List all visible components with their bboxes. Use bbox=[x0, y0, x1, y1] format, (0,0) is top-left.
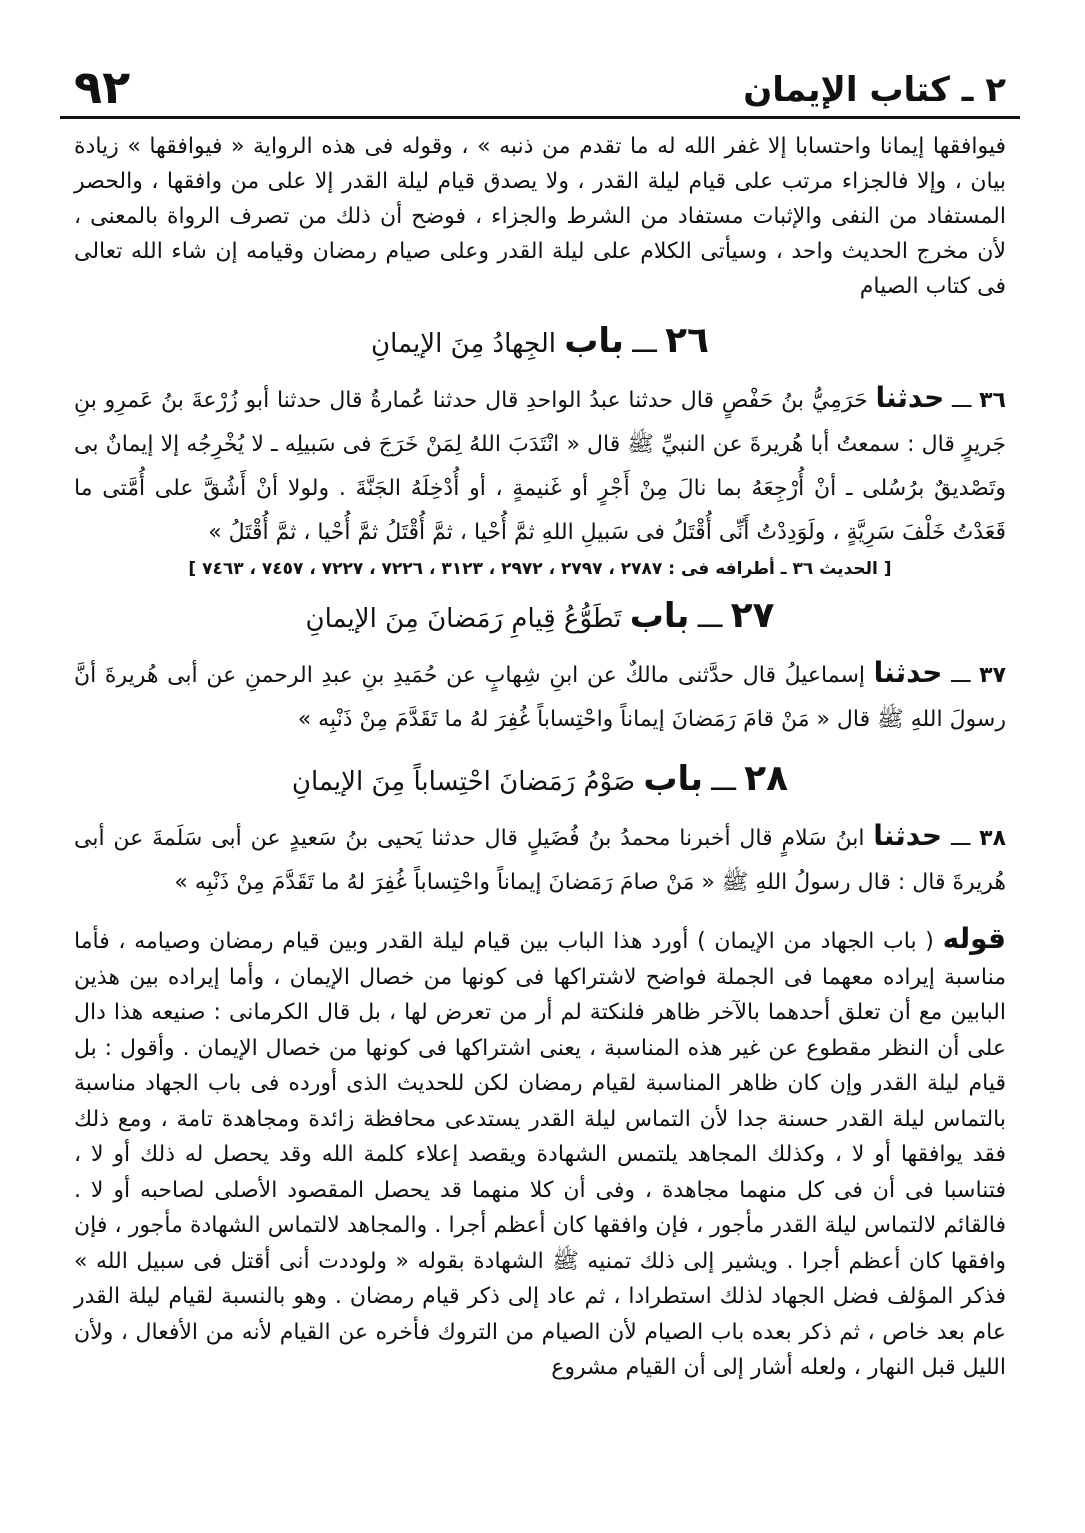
bab-title: صَوْمُ رَمَضانَ احْتِساباً مِنَ الإيمانِ bbox=[291, 767, 636, 797]
hadith-references: [ الحديث ٣٦ ـ أطرافه فى : ٢٧٨٧ ، ٢٧٩٧ ، ٢٩٧٢ ، ٣١٢٣ ، ٧٢٢٦ ، ٧٢٢٧ ، ٧٤٥٧ ، ٧٤٦٣ ] bbox=[188, 559, 892, 579]
hadith-dash: ـــ bbox=[951, 663, 971, 688]
hadith-text: إسماعيلُ قال حدَّثنى مالكٌ عن ابنِ شِهابٍ عن حُمَيدِ بنِ عبدِ الرحمنِ عن أبى هُريرةَ أنَّ رسولَ اللهِ ﷺ قال « مَنْ قامَ رَمَضانَ إيماناً واحْتِساباً غُفِرَ لهُ ما تَقَدَّمَ مِنْ ذَنْبِه » bbox=[74, 663, 1006, 732]
hadith-38 bbox=[74, 814, 1006, 905]
hadith-opener: حدثنا bbox=[873, 819, 943, 852]
bab-number: ٢٨ bbox=[744, 758, 789, 799]
hadith-number: ٣٧ bbox=[979, 663, 1006, 688]
commentary-opener: قوله bbox=[942, 922, 1006, 955]
bab-number: ٢٧ bbox=[730, 595, 775, 636]
hadith-36 bbox=[74, 376, 1006, 555]
bab-dash: ـــ bbox=[632, 326, 657, 359]
hadith-text: حَرَمِيُّ بنُ حَفْصٍ قال حدثنا عبدُ الواحدِ قال حدثنا عُمارةُ قال حدثنا أبو زُرْعةَ بنُ عَمرِو بنِ جَريرٍ قال : سمعتُ أبا هُريرةَ عن النبيِّ ﷺ قال « انْتَدَبَ اللهُ لِمَنْ خَرَجَ فى سَبيلِه ـ لا يُخْرِجُه إلا إيمانٌ بى وتَصْديقٌ برُسُلى ـ أنْ أُرْجِعَهُ بما نالَ مِنْ أَجْرٍ أو غَنيمةٍ ، أو أُدْخِلَهُ الجَنَّةَ . ولولا أنْ أَشُقَّ على أُمَّتى ما قَعَدْتُ خَلْفَ سَرِيَّةٍ ، ولَوَدِدْتُ أَنِّى أُقْتَلُ فى سَبيلِ اللهِ ثمَّ أُحْيا ، ثمَّ أُقْتَلُ ثمَّ أُحْيا ، ثمَّ أُقْتَلُ » bbox=[74, 388, 1006, 545]
bab-heading-26 bbox=[60, 318, 1020, 364]
bab-word: باب bbox=[564, 321, 624, 361]
bab-word: باب bbox=[643, 759, 704, 799]
commentary-text: ( باب الجهاد من الإيمان ) أورد هذا الباب بين قيام ليلة القدر وبين قيام رمضان وصيامه ، فأما مناسبة إيراده معهما فى الجملة فواضح لاشتراكها فى كونها من خصال الإيمان ، وأما إيراده بين هذين البابين مع أن تعلق أحدهما بالآخر ظاهر فلنكتة لم أر من تعرض لها ، بل قال الكرمانى : صنيعه هذا دال على أن النظر مقطوع عن غير هذه المناسبة ، يعنى اشتراكها فى كونها من خصال الإيمان . وأقول : بل قيام ليلة القدر وإن كان ظاهر المناسبة لقيام رمضان لكن للحديث الذى أورده فى باب الجهاد مناسبة بالتماس ليلة القدر حسنة جدا لأن التماس ليلة القدر يستدعى محافظة زائدة ومجاهدة تامة ، ومع ذلك فقد يوافقها أو لا ، وكذلك المجاهد يلتمس الشهادة ويقصد إعلاء كلمة الله وقد يحصل له ذلك أو لا ، فتناسبا فى أن فى كل منهما مجاهدة ، وفى أن كلا منهما قد يحصل المقصود الأصلى لصاحبه أو لا . فالقائم لالتماس ليلة القدر مأجور ، فإن وافقها كان أعظم أجرا . والمجاهد لالتماس الشهادة مأجور ، فإن وافقها كان أعظم أجرا . ويشير إلى ذلك تمنيه ﷺ الشهادة بقوله « ولوددت أنى أقتل فى سبيل الله » فذكر المؤلف فضل الجهاد لذلك استطرادا ، ثم عاد إلى ذكر قيام رمضان . وهو بالنسبة لقيام ليلة القدر عام بعد خاص ، ثم ذكر بعده باب الصيام لأن الصيام من التروك فأخره عن القيام لأنه من الأفعال ، ولأن الليل قبل النهار ، ولعله أشار إلى أن القيام مشروع bbox=[74, 929, 1006, 1380]
bab-heading-28 bbox=[60, 756, 1020, 802]
bab-title: الجِهادُ مِنَ الإيمانِ bbox=[370, 329, 556, 359]
commentary bbox=[74, 921, 1006, 1386]
hadith-opener: حدثنا bbox=[875, 381, 945, 414]
hadith-opener: حدثنا bbox=[873, 656, 943, 689]
bab-number: ٢٦ bbox=[665, 320, 710, 361]
book-page bbox=[60, 48, 1020, 1386]
hadith-37 bbox=[74, 651, 1006, 742]
page-number: ٩٢ bbox=[74, 60, 131, 114]
bab-heading-27 bbox=[60, 593, 1020, 639]
chapter-title: ٢ ـ كتاب الإيمان bbox=[743, 70, 1006, 110]
page-header bbox=[60, 48, 1020, 119]
bab-dash: ـــ bbox=[711, 764, 736, 797]
hadith-number: ٣٦ bbox=[979, 388, 1006, 413]
hadith-dash: ـــ bbox=[950, 826, 971, 851]
bab-word: باب bbox=[629, 596, 690, 636]
bab-title: تَطَوُّعُ قِيامِ رَمَضانَ مِنَ الإيمانِ bbox=[305, 604, 622, 634]
bab-dash: ـــ bbox=[697, 601, 723, 634]
intro-paragraph: فيوافقها إيمانا واحتسابا إلا غفر الله له ما تقدم من ذنبه » ، وقوله فى هذه الرواية « فيوافقها » زيادة بيان ، وإلا فالجزاء مرتب على قيام ليلة القدر ، ولا يصدق قيام ليلة القدر إلا على من وافقها ، والحصر المستفاد من النفى والإثبات مستفاد من الشرط والجزاء ، فوضح أن ذلك من تصرف الرواة بالمعنى ، لأن مخرج الحديث واحد ، وسيأتى الكلام على ليلة القدر وعلى صيام رمضان وقيامه إن شاء الله تعالى فى كتاب الصيام bbox=[74, 134, 1006, 299]
hadith-dash: ـــ bbox=[952, 388, 972, 413]
hadith-number: ٣٨ bbox=[979, 826, 1006, 851]
hadith-text: ابنُ سَلامٍ قال أخبرنا محمدُ بنُ فُضَيلٍ قال حدثنا يَحيى بنُ سَعيدٍ عن أبى سَلَمةَ عن أبى هُريرةَ قال : قال رسولُ اللهِ ﷺ « مَنْ صامَ رَمَضانَ إيماناً واحْتِساباً غُفِرَ لهُ ما تَقَدَّمَ مِنْ ذَنْبِه » bbox=[74, 826, 1006, 895]
